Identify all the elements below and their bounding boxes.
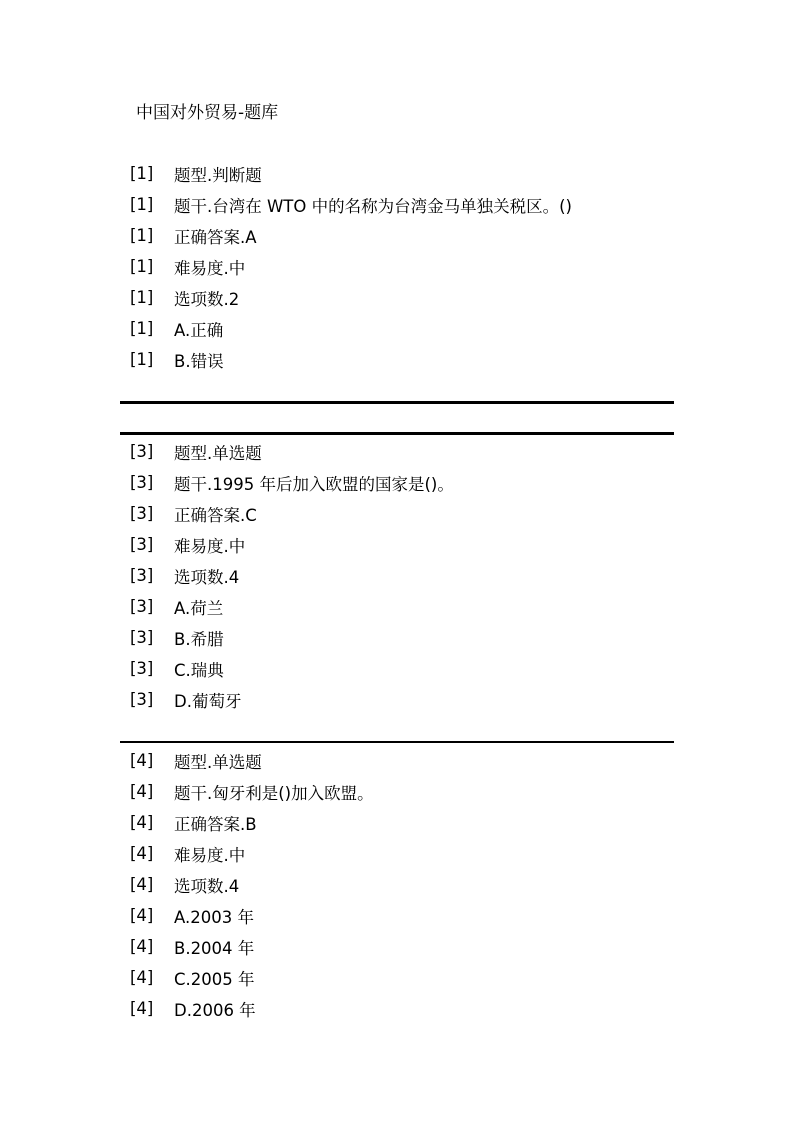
row-text: B.希腊 xyxy=(174,629,224,649)
divider-line xyxy=(120,741,674,743)
row-number: [4] xyxy=(130,813,154,832)
question-row-answer xyxy=(130,498,674,529)
question-row-answer xyxy=(130,220,674,251)
row-text: 正确答案.A xyxy=(174,227,257,247)
row-text: 选项数.2 xyxy=(174,289,240,309)
row-number: [3] xyxy=(130,690,154,709)
row-number: [4] xyxy=(130,844,154,863)
question-row-option-d xyxy=(130,684,674,715)
question-block-1 xyxy=(130,158,674,375)
row-text: 题型.单选题 xyxy=(174,443,262,463)
row-text: 选项数.4 xyxy=(174,567,240,587)
row-text: 题干.1995 年后加入欧盟的国家是()。 xyxy=(174,474,454,494)
question-row-difficulty xyxy=(130,529,674,560)
row-number: [1] xyxy=(130,226,154,245)
question-row-option-c xyxy=(130,962,674,993)
row-number: [3] xyxy=(130,473,154,492)
row-number: [3] xyxy=(130,597,154,616)
question-row-answer xyxy=(130,807,674,838)
row-number: [3] xyxy=(130,659,154,678)
row-text: 正确答案.C xyxy=(174,505,257,525)
question-row-option-count xyxy=(130,282,674,313)
row-text: 正确答案.B xyxy=(174,814,257,834)
row-text: D.葡萄牙 xyxy=(174,691,242,711)
row-text: 题型.单选题 xyxy=(174,752,262,772)
question-row-type xyxy=(130,436,674,467)
question-row-difficulty xyxy=(130,251,674,282)
row-text: D.2006 年 xyxy=(174,1000,256,1020)
question-row-difficulty xyxy=(130,838,674,869)
question-row-option-b xyxy=(130,344,674,375)
question-row-option-a xyxy=(130,591,674,622)
question-row-option-c xyxy=(130,653,674,684)
row-text: 难易度.中 xyxy=(174,258,246,278)
question-row-option-b xyxy=(130,931,674,962)
divider-line xyxy=(120,432,674,435)
question-row-option-d xyxy=(130,993,674,1024)
row-number: [1] xyxy=(130,257,154,276)
row-number: [1] xyxy=(130,319,154,338)
question-row-stem xyxy=(130,776,674,807)
question-row-option-a xyxy=(130,900,674,931)
document-title: 中国对外贸易-题库 xyxy=(136,103,279,123)
row-text: C.2005 年 xyxy=(174,969,255,989)
question-row-option-count xyxy=(130,869,674,900)
divider-line xyxy=(120,401,674,404)
question-row-option-b xyxy=(130,622,674,653)
row-number: [1] xyxy=(130,288,154,307)
row-text: 选项数.4 xyxy=(174,876,240,896)
row-text: 题型.判断题 xyxy=(174,165,262,185)
row-text: 难易度.中 xyxy=(174,536,246,556)
row-number: [3] xyxy=(130,628,154,647)
row-number: [3] xyxy=(130,566,154,585)
row-number: [4] xyxy=(130,999,154,1018)
row-text: A.荷兰 xyxy=(174,598,224,618)
question-row-type xyxy=(130,158,674,189)
row-number: [1] xyxy=(130,164,154,183)
row-text: A.2003 年 xyxy=(174,907,254,927)
question-row-option-count xyxy=(130,560,674,591)
row-number: [1] xyxy=(130,350,154,369)
row-number: [4] xyxy=(130,782,154,801)
question-row-stem xyxy=(130,189,674,220)
row-number: [3] xyxy=(130,535,154,554)
row-text: 题干.台湾在 WTO 中的名称为台湾金马单独关税区。() xyxy=(174,196,572,216)
row-number: [4] xyxy=(130,968,154,987)
row-text: B.2004 年 xyxy=(174,938,255,958)
row-text: B.错误 xyxy=(174,351,224,371)
row-number: [4] xyxy=(130,875,154,894)
row-text: A.正确 xyxy=(174,320,224,340)
question-block-4 xyxy=(130,745,674,1024)
row-number: [1] xyxy=(130,195,154,214)
row-number: [4] xyxy=(130,751,154,770)
row-number: [4] xyxy=(130,937,154,956)
question-row-stem xyxy=(130,467,674,498)
row-number: [3] xyxy=(130,442,154,461)
row-text: 题干.匈牙利是()加入欧盟。 xyxy=(174,783,374,803)
question-block-3 xyxy=(130,436,674,715)
row-number: [4] xyxy=(130,906,154,925)
row-text: 难易度.中 xyxy=(174,845,246,865)
row-number: [3] xyxy=(130,504,154,523)
row-text: C.瑞典 xyxy=(174,660,224,680)
question-row-type xyxy=(130,745,674,776)
question-row-option-a xyxy=(130,313,674,344)
